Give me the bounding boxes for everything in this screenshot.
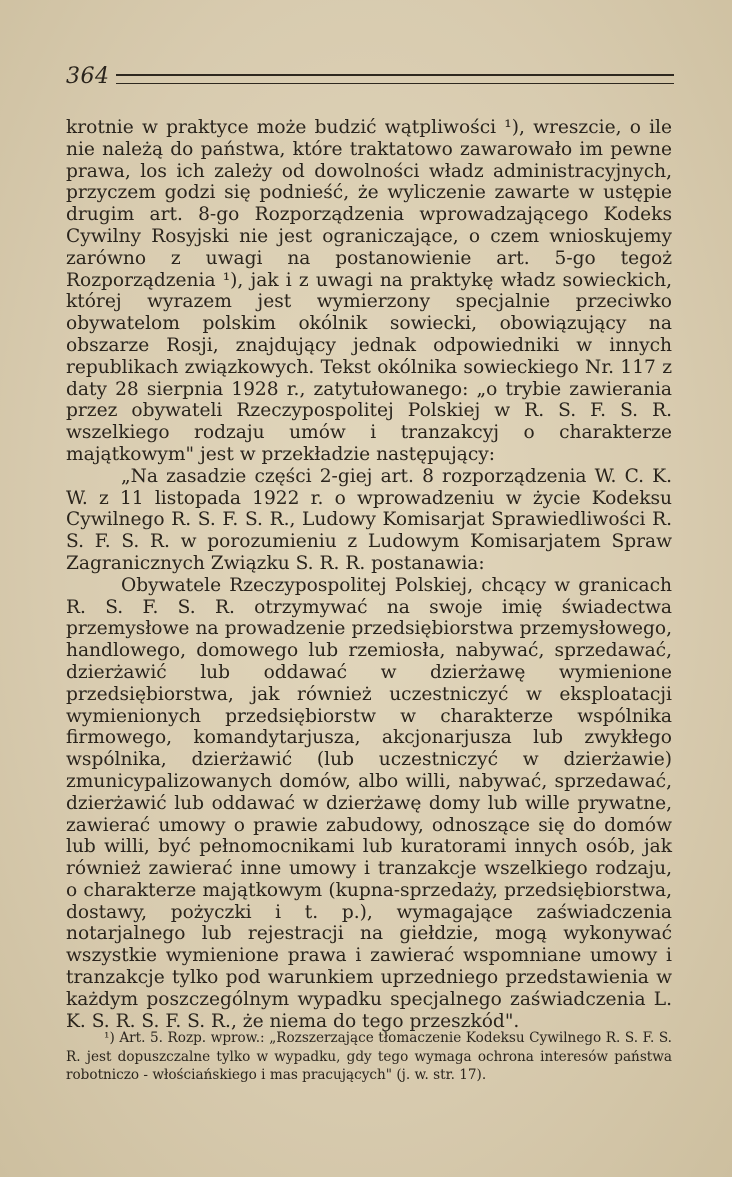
paragraph-1: krotnie w praktyce może budzić wątpliwości ¹), wreszcie, o ile nie należą do państwa, które traktatowo zawarowało im pewne prawa, los ich zależy od dowolności władz administracyjnych, przyczem godzi się podnieść, że wyliczenie zawarte w ustępie drugim art. 8-go Rozporządzenia wprowadzającego Kodeks Cywilny Rosyjski nie jest ograniczające, o czem wnioskujemy zarówno z uwagi na postanowienie art. 5-go tegoż Rozporządzenia ¹), jak i z uwagi na praktykę władz sowieckich, której wyrazem jest wymierzony specjalnie przeciwko obywatelom polskim okólnik sowiecki, obowiązujący na obszarze Rosji, znajdujący jednak odpowiedniki w innych republikach związkowych. Tekst okólnika sowieckiego Nr. 117 z daty 28 sierpnia 1928 r., zatytułowanego: „o trybie zawierania przez obywateli Rzeczypospolitej Polskiej w R. S. F. S. R. wszelkiego rodzaju umów i tranzakcyj o charakterze majątkowym" jest w przekładzie następujący:: [66, 117, 672, 465]
page-number: 364: [66, 64, 110, 89]
footnote-1: ¹) Art. 5. Rozp. wprow.: „Rozszerzające tłomaczenie Kodeksu Cywilnego R. S. F. S. R. jest dopuszczalne tylko w wypadku, gdy tego wymaga ochrona interesów państwa robotniczo - włościańskiego i mas pracujących" (j. w. str. 17).: [66, 1030, 672, 1083]
paragraph-3: Obywatele Rzeczypospolitej Polskiej, chcący w granicach R. S. F. S. R. otrzymywać na swoje imię świadectwa przemysłowe na prowadzenie przedsiębiorstwa przemysłowego, handlowego, domowego lub rzemiosła, nabywać, sprzedawać, dzierżawić lub oddawać w dzierżawę wymienione przedsiębiorstwa, jak również uczestniczyć w eksploatacji wymienionych przedsiębiorstw w charakterze wspólnika firmowego, komandytarjusza, akcjonarjusza lub zwykłego wspólnika, dzierżawić (lub uczestniczyć w dzierżawie) zmunicypalizowanych domów, albo willi, nabywać, sprzedawać, dzierżawić lub oddawać w dzierżawę domy lub wille prywatne, zawierać umowy o prawie zabudowy, odnoszące się do domów lub willi, być pełnomocnikami lub kuratorami innych osób, jak również zawierać inne umowy i tranzakcje wszelkiego rodzaju, o charakterze majątkowym (kupna-sprzedaży, przedsiębiorstwa, dostawy, pożyczki i t. p.), wymagające zaświadczenia notarjalnego lub rejestracji na giełdzie, mogą wykonywać wszystkie wymienione prawa i zawierać wspomniane umowy i tranzakcje tylko pod warunkiem uprzedniego przedstawienia w każdym poszczególnym wypadku specjalnego zaświadczenia L. K. S. R. S. F. S. R., że niema do tego przeszkód".: [66, 574, 672, 1032]
header-rule: [116, 74, 674, 84]
page-header: [66, 64, 674, 94]
main-text: [66, 117, 672, 1032]
footnotes: [66, 1029, 672, 1085]
paragraph-2: „Na zasadzie części 2-giej art. 8 rozporządzenia W. C. K. W. z 11 listopada 1922 r. o wprowadzeniu w życie Kodeksu Cywilnego R. S. F. S. R., Ludowy Komisarjat Sprawiedliwości R. S. F. S. R. w porozumieniu z Ludowym Komisarjatem Spraw Zagranicznych Związku S. R. R. postanawia:: [66, 465, 672, 574]
